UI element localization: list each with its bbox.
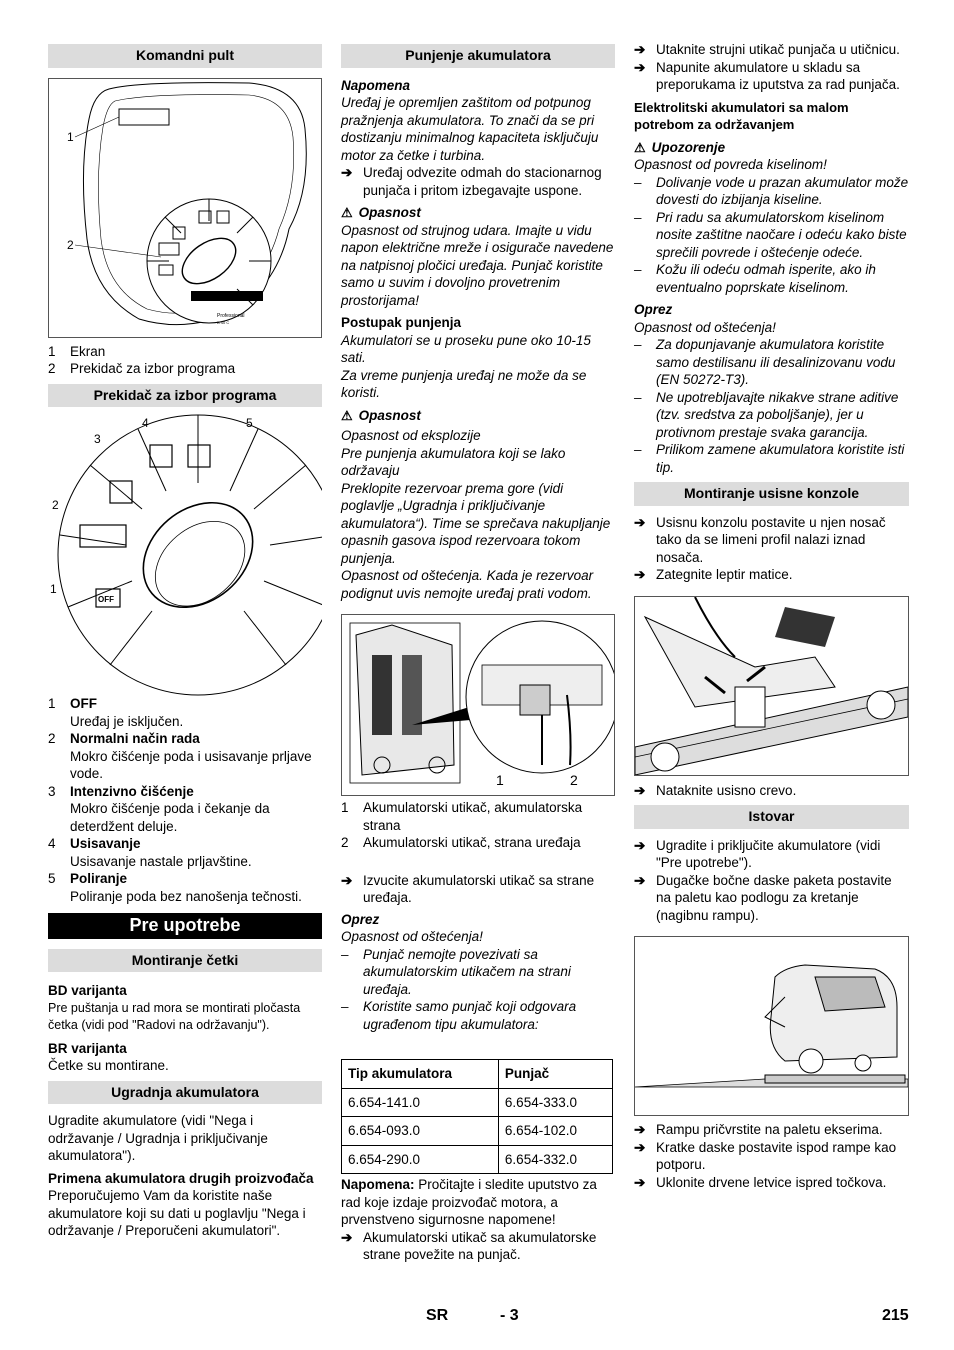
program-item: 1 OFF <box>48 696 97 711</box>
danger-text: Opasnost od strujnog udara. Imajte u vidu napon električne mreže i osigurače navedene na natpisnoj pločici uređaja. Punjač koristite samo u suvim i dovoljno provetrenim prostorijama! <box>341 222 614 308</box>
bd-variant-text: Pre puštanja u rad mora se montirati pločasta četka (vidi pod "Radovi na održavanju"). <box>48 1000 301 1032</box>
table-header-row <box>342 1060 613 1089</box>
dash-item: – Kožu ili odeću odmah isperite, ako ih eventualno poprskate kiselinom. <box>634 262 876 295</box>
instruction-step: ➔ Dugačke bočne daske paketa postavite na paletu kao podlogu za kretanje (nagibnu rampu). <box>634 872 892 923</box>
arrow-icon: ➔ <box>341 1229 353 1245</box>
switch-label-5: 5 <box>246 416 253 430</box>
instruction-step: ➔ Zategnite leptir matice. <box>634 567 793 582</box>
danger-heading: ⚠ Opasnost <box>341 407 421 423</box>
table-header: Punjač <box>498 1060 612 1089</box>
professional-label: Professional <box>217 312 245 319</box>
legend-item: 1 Ekran <box>48 343 106 359</box>
legend-item: 2 Prekidač za izbor programa <box>48 361 236 376</box>
program-list <box>48 695 322 905</box>
danger-text: Pre punjenja akumulatora koji se lako održavaju <box>341 445 566 478</box>
charging-procedure-text: Akumulatori se u proseku pune oko 10-15 sati. <box>341 332 591 365</box>
dash-item: – Za dopunjavanje akumulatora koristite samo destilisanu ili desalinizovanu vodu (EN 50272-T3). <box>634 337 896 387</box>
warning-triangle-icon: ⚠ <box>341 205 353 220</box>
arrow-icon: ➔ <box>634 837 646 853</box>
instruction-step: ➔ Uređaj odvezite odmah do stacionarnog punjača i pritom izbegavajte uspone. <box>341 165 602 198</box>
footer-language: SR <box>426 1307 449 1324</box>
instruction-step: ➔ Nataknite usisno crevo. <box>634 782 797 798</box>
instruction-step: ➔ Usisnu konzolu postavite u njen nosač tako da se limeni profil nalazi iznad nosača. <box>634 514 886 565</box>
instruction-step: ➔ Ugradite i priključite akumulatore (vidi "Pre upotrebe"). <box>634 837 881 870</box>
warning-heading: ⚠ Upozorenje <box>634 139 726 155</box>
suction-bar-drawing <box>635 597 908 775</box>
unloading-drawing <box>635 937 908 1115</box>
table-header: Tip akumulatora <box>342 1060 499 1089</box>
battery-plug-drawing <box>342 615 614 795</box>
dash-item: – Pri radu sa akumulatorskom kiselinom nosite zaštitne naočare i odeću kako biste sprečili povrede i oštećenje odeće. <box>634 209 907 260</box>
br-variant-text: Četke su montirane. <box>48 1058 169 1073</box>
legend-control-panel <box>48 343 322 378</box>
switch-label-4: 4 <box>142 416 149 430</box>
dash-item: – Ne upotrebljavajte nikakve strane aditive (tzv. sredstva za poboljšanje), jer u protivnom prestaje svaka garancija. <box>634 389 899 440</box>
caution-text: Opasnost od oštećenja! <box>634 319 776 335</box>
note-text: Uređaj je opremljen zaštitom od potpunog pražnjenja akumulatora. To znači da se pri dostizanju minimalnog kapaciteta isključuju motor za četke i turbina. <box>341 95 599 163</box>
instruction-step: ➔ Napunite akumulatore u skladu sa preporukama iz uputstva za rad punjača. <box>634 59 900 92</box>
danger-text: Opasnost od oštećenja. Kada je rezervoar podignut uvis nemojte uređaj prati vodom. <box>341 568 594 601</box>
caution-heading: Oprez <box>341 911 380 927</box>
table-cell: 6.654-141.0 <box>342 1088 499 1117</box>
section-heading-brushes: Montiranje četki <box>48 949 322 973</box>
dash-item: – Koristite samo punjač koji odgovara ugrađenom tipu akumulatora: <box>341 999 577 1032</box>
charging-procedure-heading: Postupak punjenja <box>341 315 462 330</box>
switch-label-1: 1 <box>50 582 57 596</box>
column-left <box>48 44 322 1240</box>
program-desc: Mokro čišćenje poda i usisavanje prljave vode. <box>70 748 312 781</box>
instruction-step: ➔ Akumulatorski utikač sa akumulatorske strane povežite na punjač. <box>341 1229 597 1262</box>
switch-label-2: 2 <box>52 498 59 512</box>
table-row <box>342 1145 613 1174</box>
arrow-icon: ➔ <box>341 872 353 888</box>
arrow-icon: ➔ <box>634 42 646 57</box>
instruction-step: ➔ Kratke daske postavite ispod rampe kao potporu. <box>634 1139 897 1172</box>
program-item: 2 Normalni način rada <box>48 731 200 746</box>
switch-label-3: 3 <box>94 432 101 446</box>
note-heading: Napomena <box>341 77 411 93</box>
other-batteries-text: Preporučujemo Vam da koristite naše akumulatore koji su dati u poglavlju "Nega i održavanje / Preporučeni akumulatori". <box>48 1188 306 1238</box>
column-right <box>634 44 909 1191</box>
unloading-figure <box>634 936 909 1116</box>
control-panel-figure <box>48 78 322 338</box>
instruction-step: ➔ Rampu pričvrstite na paletu ekserima. <box>634 1122 883 1137</box>
br-variant-heading: BR varijanta <box>48 1040 127 1056</box>
program-desc: Poliranje poda bez nanošenja tečnosti. <box>70 888 302 904</box>
electrolytic-batteries-heading: Elektrolitski akumulatori sa malom potrebom za održavanjem <box>634 99 849 132</box>
bd-variant-heading: BD varijanta <box>48 983 127 998</box>
danger-heading: ⚠ Opasnost <box>341 205 421 220</box>
column-middle <box>341 44 615 1264</box>
warning-triangle-icon: ⚠ <box>634 139 646 155</box>
section-heading-suction-bar: Montiranje usisne konzole <box>634 482 909 506</box>
dash-item: – Prilikom zamene akumulatora koristite isti tip. <box>634 442 905 475</box>
chapter-heading: Pre upotrebe <box>48 913 322 939</box>
section-heading-unloading: Istovar <box>634 805 909 829</box>
program-switch-drawing <box>48 413 322 697</box>
table-cell: 6.654-290.0 <box>342 1145 499 1174</box>
arrow-icon: ➔ <box>634 514 646 530</box>
model-label: B 40 C <box>217 319 230 325</box>
arrow-icon: ➔ <box>634 1174 646 1190</box>
battery-install-text: Ugradite akumulatore (vidi "Nega i održavanje / Ugradnja i priključivanje akumulatora"). <box>48 1113 268 1163</box>
warning-triangle-icon: ⚠ <box>341 407 353 423</box>
table-row <box>342 1088 613 1117</box>
suction-bar-figure <box>634 596 909 776</box>
instruction-step: ➔ Izvucite akumulatorski utikač sa strane uređaja. <box>341 872 595 905</box>
figure-label-2: 2 <box>67 237 74 252</box>
warning-text: Opasnost od povreda kiselinom! <box>634 157 827 172</box>
caution-heading: Oprez <box>634 302 673 317</box>
charging-procedure-text: Za vreme punjenja uređaj ne može da se koristi. <box>341 367 587 400</box>
program-desc: Uređaj je isključen. <box>70 713 184 729</box>
caution-text: Opasnost od oštećenja! <box>341 929 483 944</box>
danger-text: Preklopite rezervoar prema gore (vidi poglavlje „Ugradnja i priključivanje akumulatora“). Time se sprečava nakupljanje opasnih gasova ispod rezervoara tokom punjenja. <box>341 480 611 566</box>
legend-item: 1 Akumulatorski utikač, akumulatorska strana <box>341 800 583 833</box>
section-heading-program-switch: Prekidač za izbor programa <box>48 384 322 408</box>
note-2: Napomena: Pročitajte i sledite uputstvo za rad koje izdaje proizvođač motora, a prvenstveno sigurnosne napomene! <box>341 1177 597 1227</box>
off-label: OFF <box>98 595 114 604</box>
program-item: 5 Poliranje <box>48 871 128 886</box>
arrow-icon: ➔ <box>634 872 646 888</box>
figure-label-2: 2 <box>570 772 578 788</box>
figure-label-1: 1 <box>67 129 74 144</box>
section-heading-charging: Punjenje akumulatora <box>341 44 615 68</box>
control-panel-drawing <box>49 79 321 337</box>
battery-charger-table <box>341 1059 613 1174</box>
other-batteries-heading: Primena akumulatora drugih proizvođača <box>48 1170 314 1186</box>
legend-battery-plug <box>341 799 615 852</box>
danger-text: Opasnost od eksplozije <box>341 428 481 443</box>
arrow-icon: ➔ <box>634 782 646 798</box>
dash-item: – Dolivanje vode u prazan akumulator može dovesti do izbijanja kiseline. <box>634 174 909 207</box>
arrow-icon: ➔ <box>634 567 646 582</box>
arrow-icon: ➔ <box>634 1139 646 1155</box>
footer-page-number: 215 <box>882 1307 909 1324</box>
program-item: 3 Intenzivno čišćenje <box>48 783 194 799</box>
table-cell: 6.654-332.0 <box>498 1145 612 1174</box>
table-row <box>342 1117 613 1146</box>
section-heading-control-panel: Komandni pult <box>48 44 322 68</box>
dash-item: – Punjač nemojte povezivati sa akumulatorskim utikačem na strani uređaja. <box>341 946 571 997</box>
instruction-step: ➔ Uklonite drvene letvice ispred točkova. <box>634 1174 887 1190</box>
arrow-icon: ➔ <box>341 165 353 180</box>
program-desc: Usisavanje nastale prljavštine. <box>70 853 252 869</box>
legend-item: 2 Akumulatorski utikač, strana uređaja <box>341 835 581 850</box>
arrow-icon: ➔ <box>634 59 646 75</box>
footer-section-page: - 3 <box>500 1307 519 1324</box>
arrow-icon: ➔ <box>634 1122 646 1137</box>
program-desc: Mokro čišćenje poda i čekanje da deterdžent deluje. <box>70 801 270 834</box>
table-cell: 6.654-093.0 <box>342 1117 499 1146</box>
battery-plug-figure <box>341 614 615 796</box>
program-switch-figure <box>48 413 322 697</box>
table-cell: 6.654-333.0 <box>498 1088 612 1117</box>
figure-label-1: 1 <box>496 772 504 788</box>
program-item: 4 Usisavanje <box>48 836 141 851</box>
table-cell: 6.654-102.0 <box>498 1117 612 1146</box>
instruction-step: ➔ Utaknite strujni utikač punjača u utičnicu. <box>634 42 900 57</box>
section-heading-battery-install: Ugradnja akumulatora <box>48 1081 322 1105</box>
